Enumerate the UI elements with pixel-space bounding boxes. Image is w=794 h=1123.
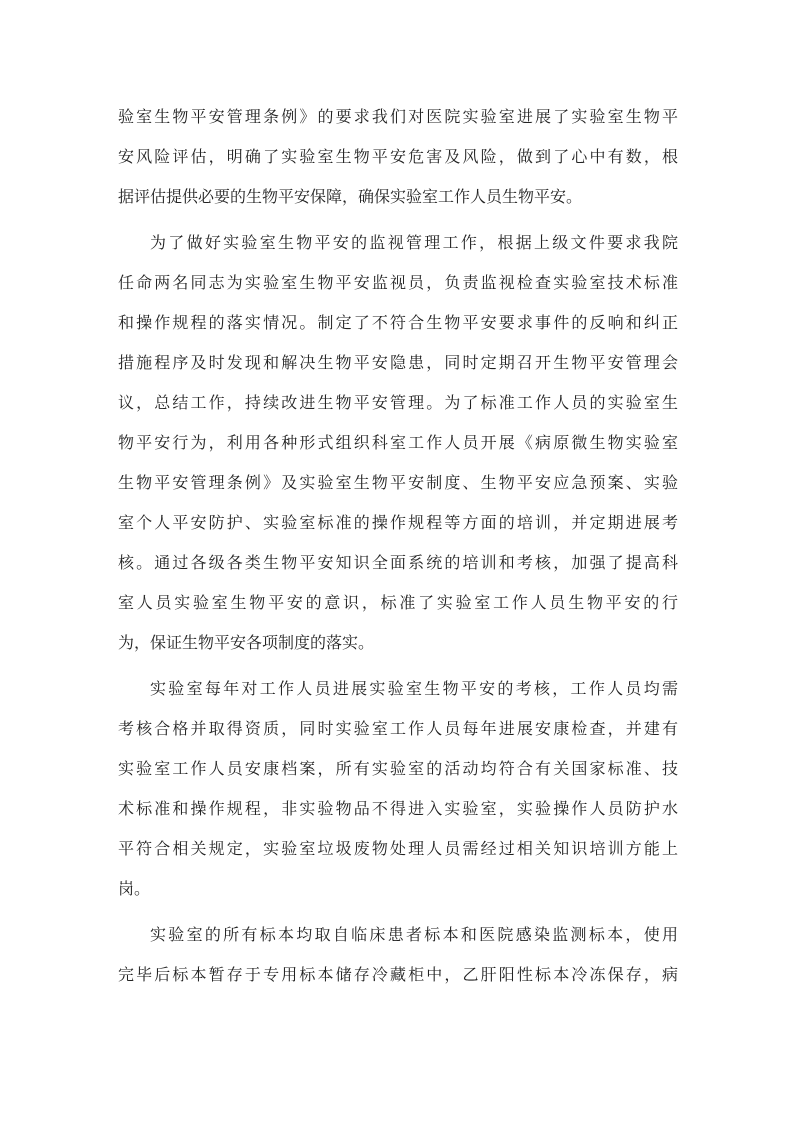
text-line: 核。通过各级各类生物平安知识全面系统的培训和考核，加强了提高科 xyxy=(118,553,678,572)
text-line: 完毕后标本暂存于专用标本储存冷藏柜中，乙肝阳性标本冷冻保存，病 xyxy=(118,965,678,984)
text-line: 议，总结工作，持续改进生物平安管理。为了标准工作人员的实验室生 xyxy=(118,393,678,412)
text-line: 实验室的所有标本均取自临床患者标本和医院感染监测标本，使用 xyxy=(150,925,678,944)
text-line: 物平安行为，利用各种形式组织科室工作人员开展《病原微生物实验室 xyxy=(118,433,678,452)
text-line: 为了做好实验室生物平安的监视管理工作，根据上级文件要求我院 xyxy=(150,233,678,252)
text-line: 平符合相关规定，实验室垃圾废物处理人员需经过相关知识培训方能上 xyxy=(118,839,678,858)
paragraph-2 xyxy=(118,223,678,663)
text-line: 安风险评估，明确了实验室生物平安危害及风险，做到了心中有数，根 xyxy=(118,147,678,166)
text-line: 实验室每年对工作人员进展实验室生物平安的考核，工作人员均需 xyxy=(150,679,678,698)
paragraph-3 xyxy=(118,669,678,909)
text-line: 术标准和操作规程，非实验物品不得进入实验室，实验操作人员防护水 xyxy=(118,799,678,818)
text-line: 室个人平安防护、实验室标准的操作规程等方面的培训，并定期进展考 xyxy=(118,513,678,532)
text-line: 为，保证生物平安各项制度的落实。 xyxy=(118,633,375,652)
text-line: 措施程序及时发现和解决生物平安隐患，同时定期召开生物平安管理会 xyxy=(118,353,678,372)
text-line: 据评估提供必要的生物平安保障，确保实验室工作人员生物平安。 xyxy=(118,187,583,206)
paragraph-4 xyxy=(118,915,678,995)
text-line: 实验室工作人员安康档案，所有实验室的活动均符合有关国家标准、技 xyxy=(118,759,678,778)
text-line: 室人员实验室生物平安的意识，标准了实验室工作人员生物平安的行 xyxy=(118,593,678,612)
text-line: 生物平安管理条例》及实验室生物平安制度、生物平安应急预案、实验 xyxy=(118,473,678,492)
text-line: 考核合格并取得资质，同时实验室工作人员每年进展安康检查，并建有 xyxy=(118,719,678,738)
text-line: 验室生物平安管理条例》的要求我们对医院实验室进展了实验室生物平 xyxy=(118,107,678,126)
document-body xyxy=(118,97,678,995)
text-line: 任命两名同志为实验室生物平安监视员，负责监视检查实验室技术标准 xyxy=(118,273,678,292)
text-line: 岗。 xyxy=(118,879,151,898)
text-line: 和操作规程的落实情况。制定了不符合生物平安要求事件的反响和纠正 xyxy=(118,313,678,332)
paragraph-1 xyxy=(118,97,678,217)
